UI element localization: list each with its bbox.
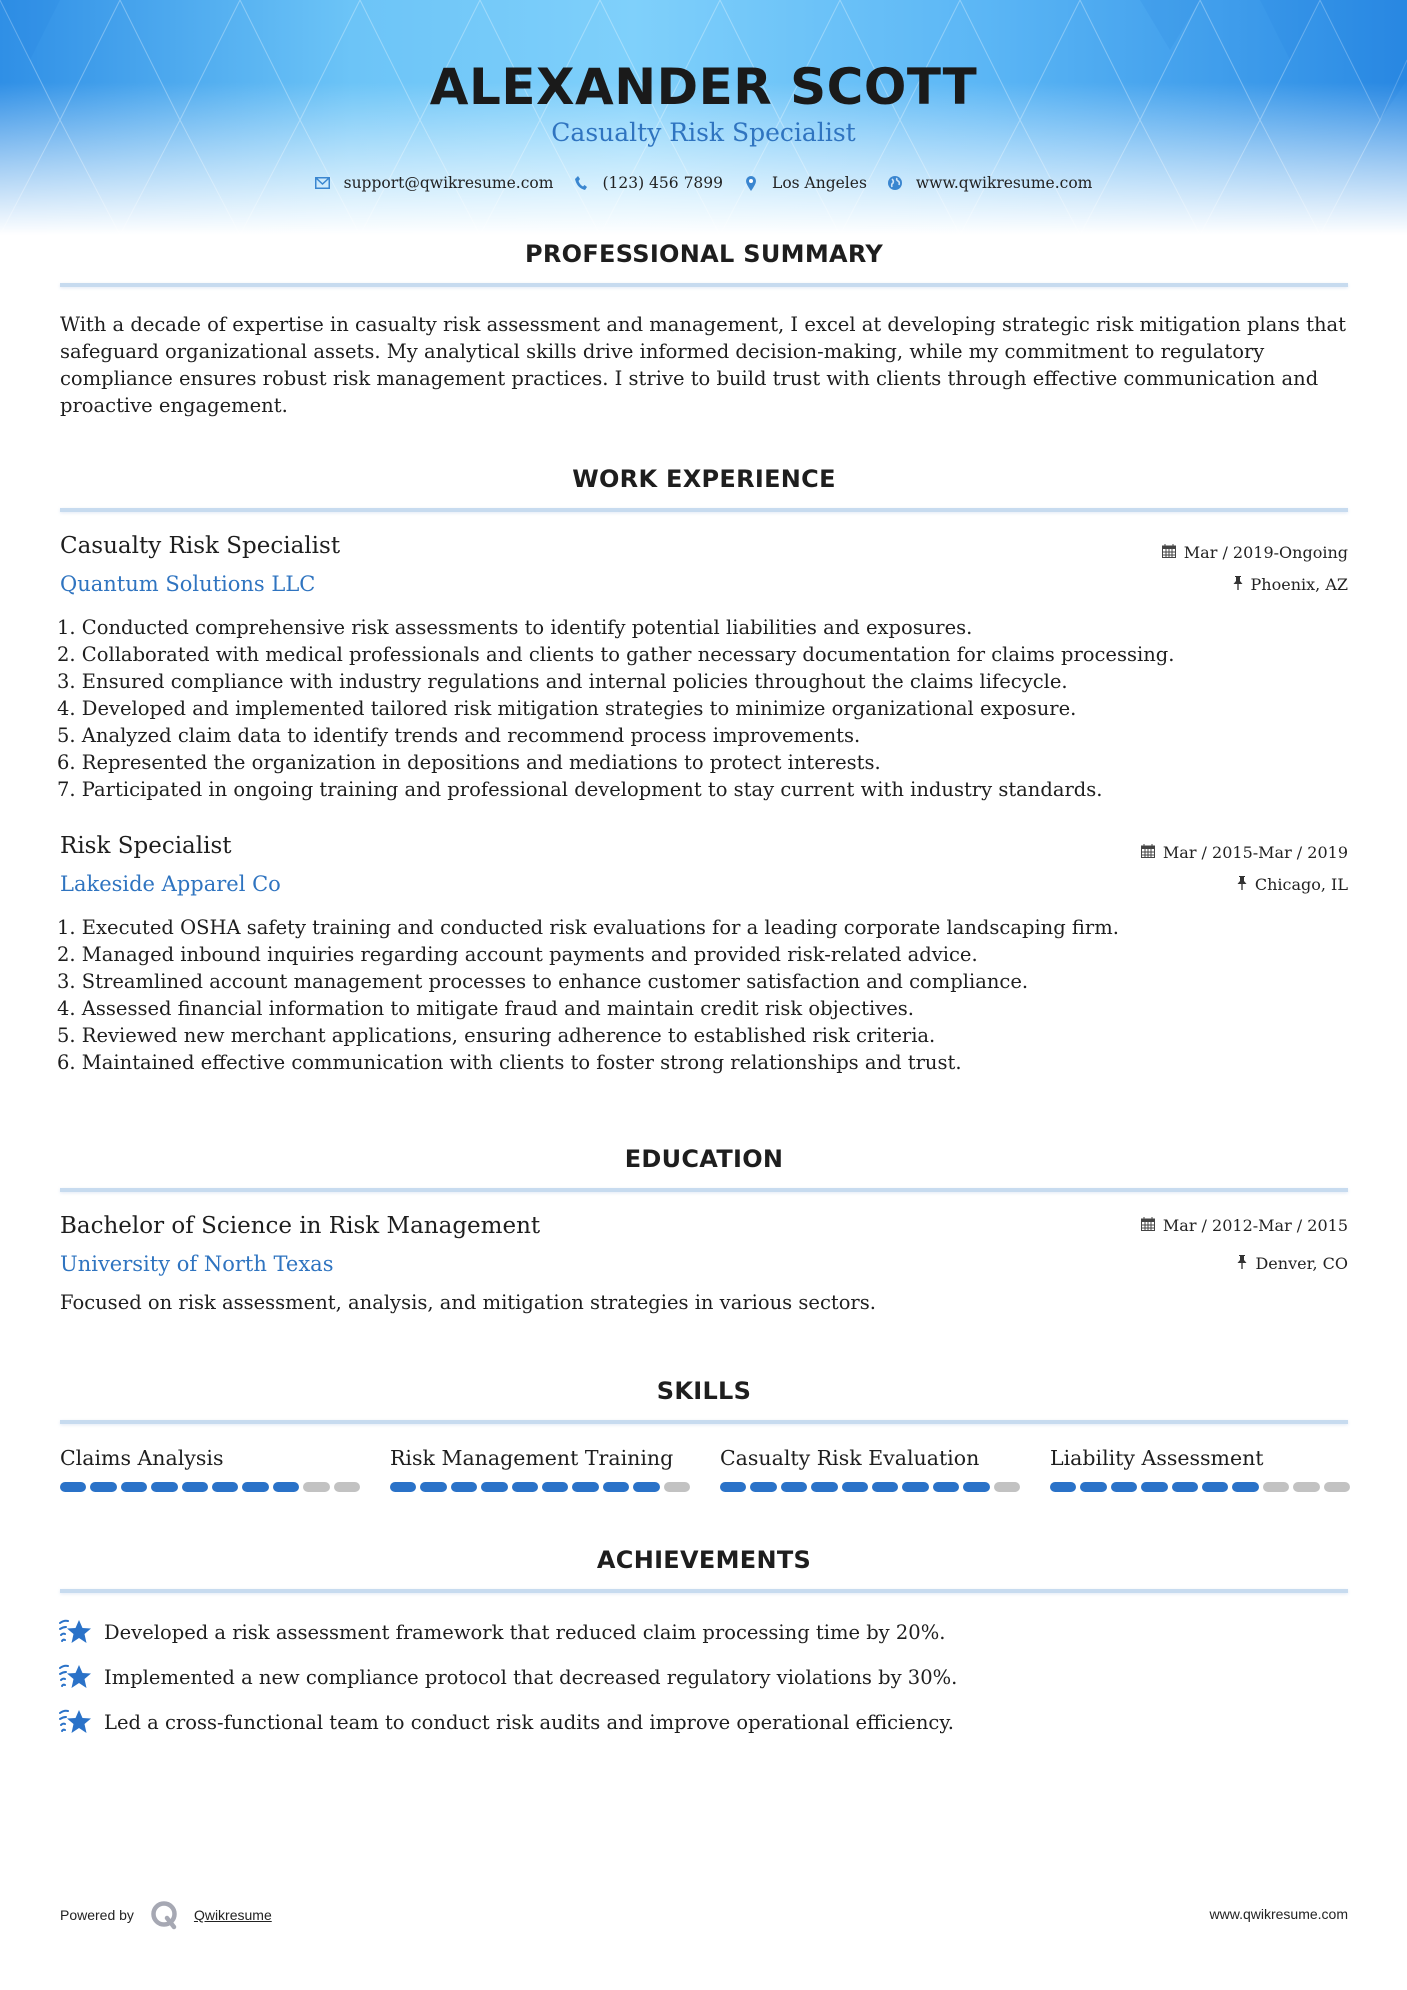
list-item: 6. Maintained effective communication with clients to foster strong relationships and trust.	[57, 1051, 962, 1074]
education-location	[1237, 1254, 1348, 1273]
skill-item	[1050, 1446, 1350, 1492]
list-item: 3. Ensured compliance with industry regulations and internal policies throughout the claims lifecycle.	[57, 670, 1068, 693]
skill-name: Risk Management Training	[390, 1446, 674, 1470]
candidate-name: ALEXANDER SCOTT	[429, 58, 978, 116]
section-divider	[60, 1589, 1348, 1593]
education-dates	[1141, 1216, 1348, 1235]
degree-title: Bachelor of Science in Risk Management	[60, 1213, 541, 1239]
skill-segment-filled	[1172, 1482, 1198, 1492]
skill-item	[720, 1446, 1020, 1492]
skill-name: Liability Assessment	[1050, 1446, 1264, 1470]
list-item: 7. Participated in ongoing training and professional development to stay current with industry standards.	[57, 778, 1103, 801]
skill-segment-filled	[242, 1482, 268, 1492]
section-title-summary: PROFESSIONAL SUMMARY	[524, 240, 884, 268]
shooting-star-icon	[58, 1707, 92, 1737]
qwikresume-logo-icon	[150, 1900, 180, 1930]
list-item: 5. Analyzed claim data to identify trends and recommend process improvements.	[57, 724, 861, 747]
contact-bar	[0, 174, 1407, 192]
job-location	[1233, 575, 1348, 594]
skill-segment-filled	[572, 1482, 598, 1492]
shooting-star-icon	[58, 1662, 92, 1692]
summary-text: With a decade of expertise in casualty risk assessment and management, I excel at developing strategic risk mitigation plans that safeguard organizational assets. My analytical skills drive informed decision-making, while my commitment to regulatory compliance ensures robust risk management practices. I strive to build trust with clients through effective communication and proactive engagement.	[60, 313, 1346, 417]
achievement-item	[58, 1662, 1348, 1692]
list-item: 1. Executed OSHA safety training and conducted risk evaluations for a leading corporate landscaping firm.	[57, 916, 1119, 939]
skill-segment-filled	[390, 1482, 416, 1492]
list-item: 6. Represented the organization in depositions and mediations to protect interests.	[57, 751, 881, 774]
skill-level-bar	[1050, 1482, 1350, 1492]
website-text: www.qwikresume.com	[915, 174, 1093, 192]
skill-segment-filled	[750, 1482, 776, 1492]
phone-icon	[573, 176, 589, 190]
email-text: support@qwikresume.com	[343, 174, 554, 192]
pushpin-icon	[1237, 1255, 1247, 1273]
skill-segment-filled	[481, 1482, 507, 1492]
skill-level-bar	[390, 1482, 690, 1492]
education-dates-text: Mar / 2012-Mar / 2015	[1162, 1216, 1348, 1235]
skill-segment-empty	[994, 1482, 1020, 1492]
section-title-education: EDUCATION	[624, 1145, 784, 1173]
company-name: Quantum Solutions LLC	[60, 572, 316, 596]
job-bullets	[57, 614, 1347, 803]
skill-segment-filled	[273, 1482, 299, 1492]
skill-level-bar	[60, 1482, 360, 1492]
skill-segment-filled	[902, 1482, 928, 1492]
skill-segment-filled	[1202, 1482, 1228, 1492]
footer-powered-by	[60, 1900, 272, 1930]
skill-item	[390, 1446, 690, 1492]
pushpin-icon	[1237, 876, 1247, 894]
skill-segment-filled	[151, 1482, 177, 1492]
skill-segment-filled	[811, 1482, 837, 1492]
skill-segment-filled	[1050, 1482, 1076, 1492]
list-item: 2. Managed inbound inquiries regarding account payments and provided risk-related advice.	[57, 943, 978, 966]
school-name: University of North Texas	[60, 1252, 334, 1276]
achievement-text: Implemented a new compliance protocol that decreased regulatory violations by 30%.	[104, 1665, 958, 1689]
skill-segment-filled	[90, 1482, 116, 1492]
skill-segment-filled	[212, 1482, 238, 1492]
skill-segment-filled	[451, 1482, 477, 1492]
section-title-achievements: ACHIEVEMENTS	[596, 1546, 812, 1574]
skill-segment-filled	[781, 1482, 807, 1492]
calendar-icon	[1141, 844, 1155, 862]
section-title-skills: SKILLS	[656, 1377, 752, 1405]
skill-segment-filled	[542, 1482, 568, 1492]
skill-segment-filled	[182, 1482, 208, 1492]
achievement-item	[58, 1617, 1348, 1647]
skill-segment-filled	[933, 1482, 959, 1492]
shooting-star-icon	[58, 1617, 92, 1647]
candidate-role: Casualty Risk Specialist	[551, 118, 856, 147]
job-bullets	[57, 914, 1347, 1076]
job-location-text: Chicago, IL	[1254, 875, 1348, 894]
qwikresume-link[interactable]: Qwikresume	[193, 1907, 272, 1923]
list-item: 4. Developed and implemented tailored risk mitigation strategies to minimize organizational exposure.	[57, 697, 1077, 720]
skill-segment-filled	[1141, 1482, 1167, 1492]
section-divider	[60, 1188, 1348, 1192]
section-divider	[60, 508, 1348, 512]
achievement-text: Developed a risk assessment framework that reduced claim processing time by 20%.	[104, 1620, 946, 1644]
contact-email[interactable]	[315, 174, 554, 192]
skill-segment-filled	[1111, 1482, 1137, 1492]
contact-website[interactable]	[887, 174, 1092, 192]
list-item: 2. Collaborated with medical professionals and clients to gather necessary documentation for claims processing.	[57, 643, 1175, 666]
skills-grid	[60, 1446, 1350, 1492]
job-location-text: Phoenix, AZ	[1250, 575, 1348, 594]
map-marker-icon	[743, 176, 759, 191]
job-location	[1237, 875, 1348, 894]
skill-segment-filled	[633, 1482, 659, 1492]
section-title-experience: WORK EXPERIENCE	[572, 465, 836, 493]
skill-segment-empty	[303, 1482, 329, 1492]
skill-level-bar	[720, 1482, 1020, 1492]
calendar-icon	[1141, 1217, 1155, 1235]
footer-website[interactable]: www.qwikresume.com	[1209, 1906, 1348, 1922]
job-dates	[1162, 543, 1348, 562]
skill-segment-filled	[720, 1482, 746, 1492]
skill-name: Casualty Risk Evaluation	[720, 1446, 980, 1470]
education-location-text: Denver, CO	[1255, 1254, 1348, 1273]
skill-segment-filled	[512, 1482, 538, 1492]
list-item: 3. Streamlined account management processes to enhance customer satisfaction and compliance.	[57, 970, 1029, 993]
company-name: Lakeside Apparel Co	[60, 872, 281, 896]
skill-segment-filled	[872, 1482, 898, 1492]
skill-segment-filled	[603, 1482, 629, 1492]
skill-segment-empty	[664, 1482, 690, 1492]
skill-name: Claims Analysis	[60, 1446, 224, 1470]
skill-segment-filled	[1080, 1482, 1106, 1492]
skill-segment-filled	[842, 1482, 868, 1492]
job-title: Risk Specialist	[60, 833, 232, 859]
job-title: Casualty Risk Specialist	[60, 533, 341, 559]
skill-segment-filled	[60, 1482, 86, 1492]
resume-header	[0, 0, 1407, 235]
job-dates-text: Mar / 2019-Ongoing	[1183, 543, 1348, 562]
skill-item	[60, 1446, 360, 1492]
calendar-icon	[1162, 544, 1176, 562]
location-text: Los Angeles	[772, 174, 867, 192]
skill-segment-empty	[334, 1482, 360, 1492]
contact-phone[interactable]	[573, 174, 723, 192]
skill-segment-empty	[1293, 1482, 1319, 1492]
section-divider	[60, 283, 1348, 287]
education-description: Focused on risk assessment, analysis, and mitigation strategies in various sectors.	[60, 1291, 876, 1314]
job-dates	[1141, 843, 1348, 862]
job-dates-text: Mar / 2015-Mar / 2019	[1162, 843, 1348, 862]
skill-segment-filled	[963, 1482, 989, 1492]
contact-location	[743, 174, 867, 192]
achievement-text: Led a cross-functional team to conduct risk audits and improve operational efficiency.	[104, 1710, 954, 1734]
skill-segment-filled	[1232, 1482, 1258, 1492]
section-divider	[60, 1420, 1348, 1424]
powered-by-label: Powered by	[60, 1907, 134, 1923]
envelope-icon	[315, 177, 331, 189]
pushpin-icon	[1233, 576, 1243, 594]
list-item: 1. Conducted comprehensive risk assessments to identify potential liabilities and exposures.	[57, 616, 973, 639]
globe-icon	[887, 176, 903, 190]
skill-segment-empty	[1324, 1482, 1350, 1492]
skill-segment-filled	[420, 1482, 446, 1492]
skill-segment-empty	[1263, 1482, 1289, 1492]
list-item: 4. Assessed financial information to mitigate fraud and maintain credit risk objectives.	[57, 997, 914, 1020]
list-item: 5. Reviewed new merchant applications, ensuring adherence to established risk criteria.	[57, 1024, 936, 1047]
skill-segment-filled	[121, 1482, 147, 1492]
phone-text: (123) 456 7899	[602, 174, 724, 192]
achievement-item	[58, 1707, 1348, 1737]
